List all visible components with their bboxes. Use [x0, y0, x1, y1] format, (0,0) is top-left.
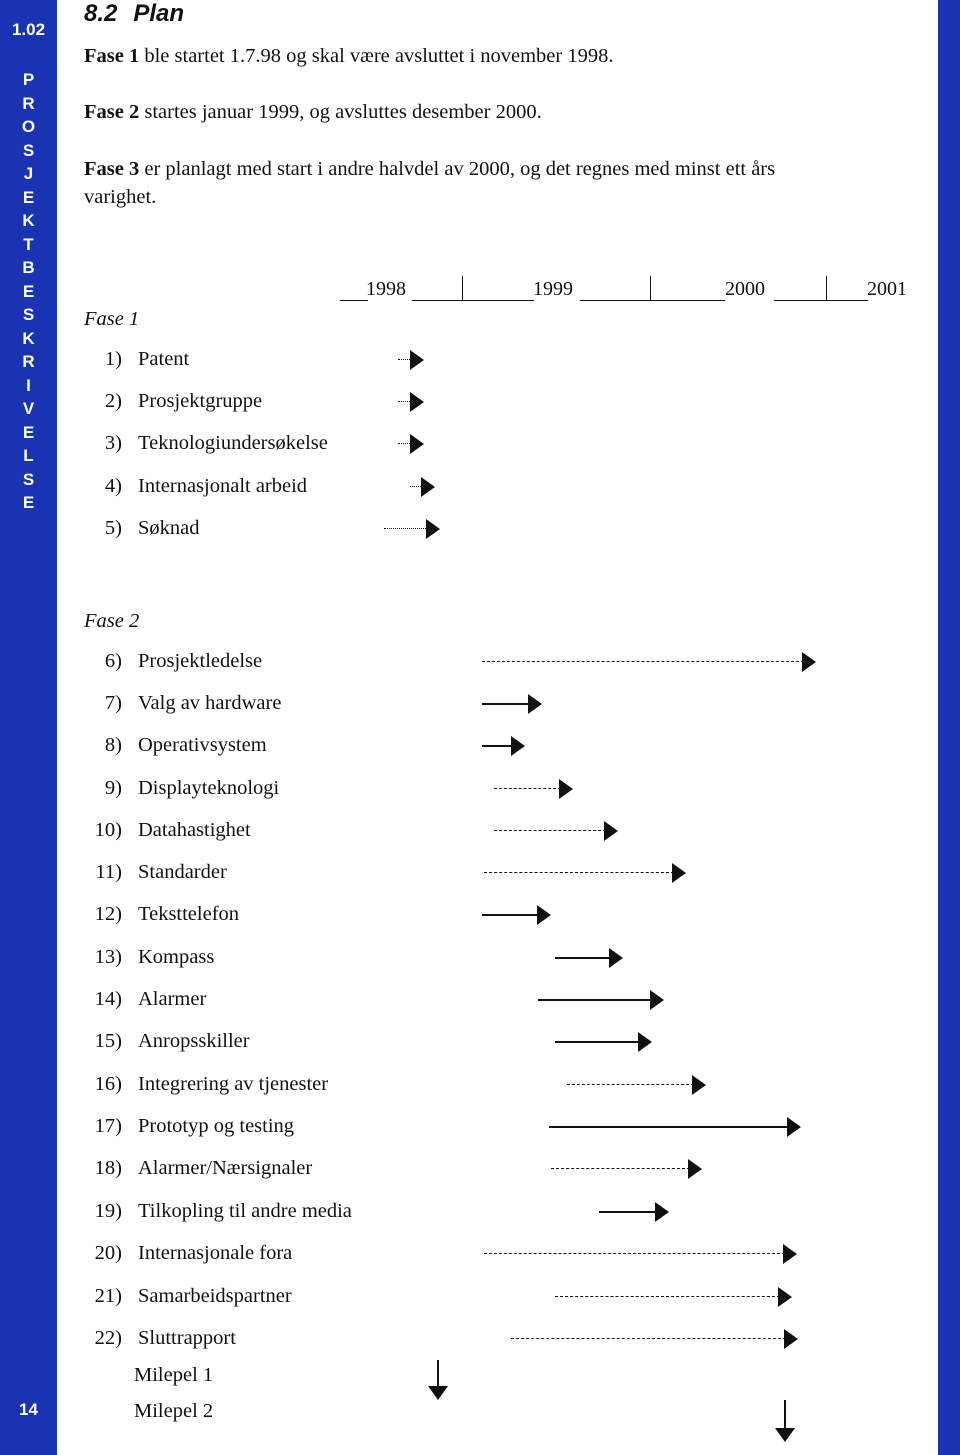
vertical-title-letter: T: [23, 234, 34, 254]
task-arrow: [398, 350, 424, 370]
vertical-title-letter: L: [23, 446, 34, 465]
task-name: Søknad: [138, 517, 200, 539]
task-label: [84, 1030, 250, 1053]
task-arrow: [410, 477, 435, 497]
year-2000: 2000: [725, 278, 765, 300]
task-number: 17): [94, 1115, 122, 1137]
heading-number: 8.2: [84, 0, 118, 27]
vertical-title-letter: J: [23, 164, 34, 183]
task-label: [84, 517, 200, 540]
vertical-title-letter: S: [22, 140, 35, 160]
task-number: 5): [104, 517, 122, 539]
task-name: Valg av hardware: [138, 692, 282, 714]
milestone-1-arrow: [428, 1360, 448, 1400]
task-label: [84, 1157, 312, 1180]
task-label: [84, 819, 251, 842]
task-name: Operativsystem: [138, 734, 267, 756]
task-arrow: [384, 519, 440, 539]
task-name: Alarmer: [138, 988, 207, 1010]
task-arrow: [555, 1287, 792, 1307]
section-number: 1.02: [11, 20, 46, 39]
year-2001: 2001: [867, 278, 907, 300]
vertical-title-letter: P: [22, 70, 35, 89]
task-name: Prosjektledelse: [138, 650, 263, 672]
task-number: 7): [104, 692, 122, 714]
task-arrow: [555, 1032, 652, 1052]
phase1-title: Fase 1: [84, 308, 140, 330]
paragraph-fase3: Fase 3 er planlagt med start i andre halvdel av 2000, og det regnes med minst ett års varighet.: [84, 158, 776, 208]
task-number: 3): [104, 432, 122, 454]
task-number: 16): [94, 1073, 122, 1095]
task-label: [84, 432, 328, 455]
task-number: 18): [94, 1157, 122, 1179]
vertical-title-letter: I: [26, 375, 31, 395]
vertical-title-letter: E: [22, 422, 35, 442]
task-label: [84, 1285, 292, 1308]
task-number: 1): [104, 348, 122, 370]
task-arrow: [494, 821, 618, 841]
task-label: [84, 1200, 352, 1223]
milestone-2-arrow: [775, 1400, 795, 1442]
task-arrow: [482, 694, 542, 714]
task-name: Teksttelefon: [138, 903, 240, 925]
task-name: Samarbeidspartner: [138, 1285, 292, 1307]
task-label: [84, 692, 281, 715]
vertical-title-letter: R: [22, 352, 35, 371]
vertical-title-letter: E: [22, 493, 35, 512]
task-number: 8): [104, 734, 122, 756]
task-name: Internasjonale fora: [138, 1242, 293, 1264]
vertical-title-letter: S: [22, 305, 35, 324]
task-label: [84, 390, 262, 413]
task-name: Displayteknologi: [138, 777, 280, 799]
page-number: 14: [19, 1400, 38, 1419]
task-arrow: [549, 1117, 801, 1137]
vertical-title-letter: R: [22, 93, 35, 113]
vertical-title: [0, 68, 57, 515]
task-name: Prototyp og testing: [138, 1115, 295, 1137]
task-name: Teknologiundersøkelse: [138, 432, 328, 454]
vertical-title-letter: K: [22, 211, 35, 230]
task-label: [84, 1327, 236, 1350]
task-name: Anropsskiller: [138, 1030, 250, 1052]
year-1999: 1999: [533, 278, 573, 300]
task-arrow: [538, 990, 664, 1010]
task-name: Prosjektgruppe: [138, 390, 263, 412]
page-heading: [84, 0, 184, 28]
task-name: Internasjonalt arbeid: [138, 475, 308, 497]
task-label: [84, 903, 239, 926]
milestone-1: Milepel 1: [134, 1364, 214, 1386]
task-name: Sluttrapport: [138, 1327, 236, 1349]
task-arrow: [494, 779, 573, 799]
task-arrow: [398, 434, 424, 454]
task-number: 2): [104, 390, 122, 412]
phase2-title: Fase 2: [84, 610, 140, 632]
task-label: [84, 1073, 328, 1096]
milestone-2: Milepel 2: [134, 1400, 214, 1422]
paragraph-fase2: Fase 2 startes januar 1999, og avsluttes desember 2000.: [84, 101, 542, 123]
right-bar: [938, 0, 960, 1455]
task-label: [84, 348, 189, 371]
task-name: Standarder: [138, 861, 227, 883]
task-number: 11): [95, 861, 122, 883]
vertical-title-letter: B: [22, 258, 35, 277]
task-arrow: [567, 1075, 706, 1095]
task-number: 15): [94, 1030, 122, 1052]
task-arrow: [555, 948, 623, 968]
task-name: Datahastighet: [138, 819, 251, 841]
task-arrow: [482, 736, 525, 756]
task-name: Integrering av tjenester: [138, 1073, 329, 1095]
task-label: [84, 777, 279, 800]
task-arrow: [599, 1202, 669, 1222]
task-label: [84, 650, 262, 673]
task-number: 6): [104, 650, 122, 672]
task-arrow: [484, 1244, 797, 1264]
task-number: 12): [94, 903, 122, 925]
task-number: 20): [94, 1242, 122, 1264]
task-label: [84, 861, 227, 884]
task-number: 4): [104, 475, 122, 497]
task-number: 14): [94, 988, 122, 1010]
sidebar: [0, 0, 57, 1455]
vertical-title-letter: K: [22, 328, 35, 348]
task-number: 21): [94, 1285, 122, 1307]
task-number: 13): [94, 946, 122, 968]
task-label: [84, 988, 206, 1011]
task-number: 22): [94, 1327, 122, 1349]
vertical-title-letter: O: [21, 117, 36, 136]
task-name: Kompass: [138, 946, 215, 968]
vertical-title-letter: E: [22, 281, 35, 301]
task-arrow: [511, 1329, 798, 1349]
task-label: [84, 475, 307, 498]
task-arrow: [484, 863, 686, 883]
task-arrow: [482, 905, 551, 925]
heading-title: Plan: [133, 0, 185, 27]
vertical-title-letter: E: [22, 187, 35, 207]
vertical-title-letter: V: [22, 399, 35, 418]
task-name: Alarmer/Nærsignaler: [138, 1157, 313, 1179]
task-label: [84, 946, 214, 969]
task-number: 10): [94, 819, 122, 841]
task-name: Tilkopling til andre media: [138, 1200, 352, 1222]
paragraph-fase1: Fase 1 ble startet 1.7.98 og skal være avsluttet i november 1998.: [84, 45, 614, 67]
task-arrow: [551, 1159, 702, 1179]
task-label: [84, 734, 267, 757]
task-name: Patent: [138, 348, 190, 370]
task-label: [84, 1115, 294, 1138]
task-number: 9): [104, 777, 122, 799]
task-arrow: [482, 652, 816, 672]
task-label: [84, 1242, 292, 1265]
task-number: 19): [94, 1200, 122, 1222]
task-arrow: [398, 392, 424, 412]
vertical-title-letter: S: [22, 469, 35, 489]
year-1998: 1998: [366, 278, 406, 300]
timeline-header: [330, 276, 930, 308]
